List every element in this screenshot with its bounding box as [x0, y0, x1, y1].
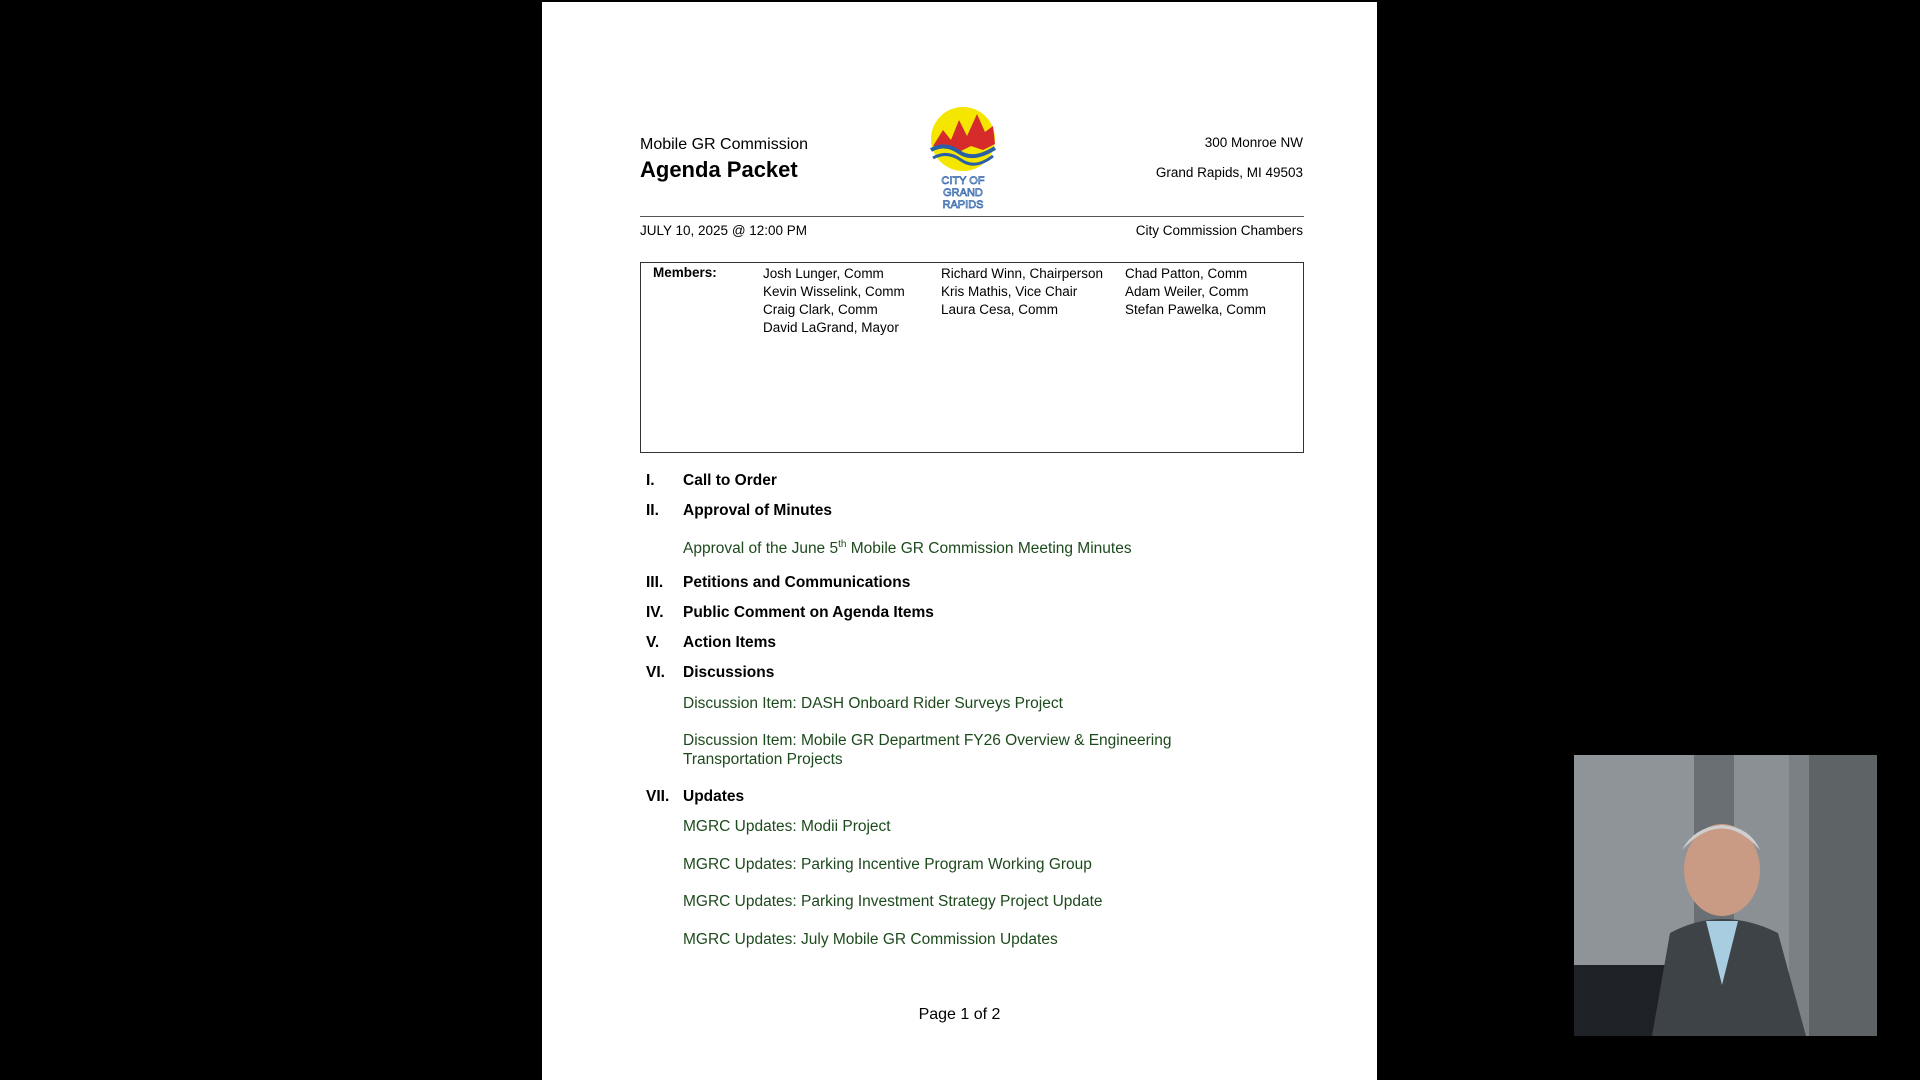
address-line-1: 300 Monroe NW: [1204, 135, 1303, 150]
member-name: Laura Cesa, Comm: [941, 302, 1059, 317]
members-label: Members:: [653, 265, 717, 280]
member-name: Josh Lunger, Comm: [763, 266, 884, 281]
members-column-3: [1125, 265, 1266, 319]
section-title: Petitions and Communications: [683, 574, 911, 591]
speaker-video-thumbnail: [1574, 755, 1877, 1036]
members-column-2: [941, 265, 1103, 319]
agenda-item-discussion-2: Discussion Item: Mobile GR Department FY26 Overview & Engineering Transportation Projects: [683, 732, 1172, 768]
section-number: VII.: [646, 788, 670, 805]
section-title: Discussions: [683, 664, 775, 681]
member-name: Kevin Wisselink, Comm: [763, 284, 905, 299]
members-box: [640, 262, 1304, 453]
agenda-item-update-4: MGRC Updates: July Mobile GR Commission Updates: [683, 931, 1058, 948]
member-name: Kris Mathis, Vice Chair: [941, 284, 1078, 299]
member-name: Richard Winn, Chairperson: [941, 266, 1104, 281]
member-name: Chad Patton, Comm: [1125, 266, 1248, 281]
meeting-date: JULY 10, 2025 @ 12:00 PM: [640, 223, 808, 238]
section-number: VI.: [646, 664, 665, 681]
member-name: David LaGrand, Mayor: [763, 320, 899, 335]
section-title: Call to Order: [683, 472, 777, 489]
members-column-1: [763, 265, 905, 337]
document-title: Agenda Packet: [640, 157, 798, 182]
address-line-2: Grand Rapids, MI 49503: [1155, 165, 1303, 180]
agenda-item-update-3: MGRC Updates: Parking Investment Strategy Project Update: [683, 893, 1103, 910]
header-divider: [640, 216, 1304, 217]
section-title: Updates: [683, 788, 745, 805]
agenda-item-update-2: MGRC Updates: Parking Incentive Program Working Group: [683, 856, 1092, 873]
section-title: Public Comment on Agenda Items: [683, 604, 934, 621]
meeting-location: City Commission Chambers: [1135, 223, 1303, 238]
section-title: Approval of Minutes: [683, 502, 832, 519]
section-number: II.: [646, 502, 659, 519]
agenda-item-discussion-1: Discussion Item: DASH Onboard Rider Surveys Project: [683, 695, 1063, 712]
city-logo: [929, 106, 999, 212]
member-name: Adam Weiler, Comm: [1125, 284, 1249, 299]
logo-line-1: CITY OF: [941, 175, 985, 187]
section-number: I.: [646, 472, 655, 489]
member-name: Stefan Pawelka, Comm: [1125, 302, 1267, 317]
agenda-item-minutes: Approval of the June 5th Mobile GR Commission Meeting Minutes: [683, 539, 1132, 558]
agenda-document-page: [542, 2, 1377, 1080]
section-number: V.: [646, 634, 660, 651]
page-number: Page 1 of 2: [918, 1006, 1001, 1023]
section-title: Action Items: [683, 634, 777, 651]
agenda-item-update-1: MGRC Updates: Modii Project: [683, 818, 891, 835]
section-number: III.: [646, 574, 664, 591]
logo-line-3: RAPIDS: [942, 199, 984, 211]
member-name: Craig Clark, Comm: [763, 302, 878, 317]
section-number: IV.: [646, 604, 664, 621]
org-name: Mobile GR Commission: [640, 136, 809, 153]
logo-line-2: GRAND: [943, 187, 983, 199]
